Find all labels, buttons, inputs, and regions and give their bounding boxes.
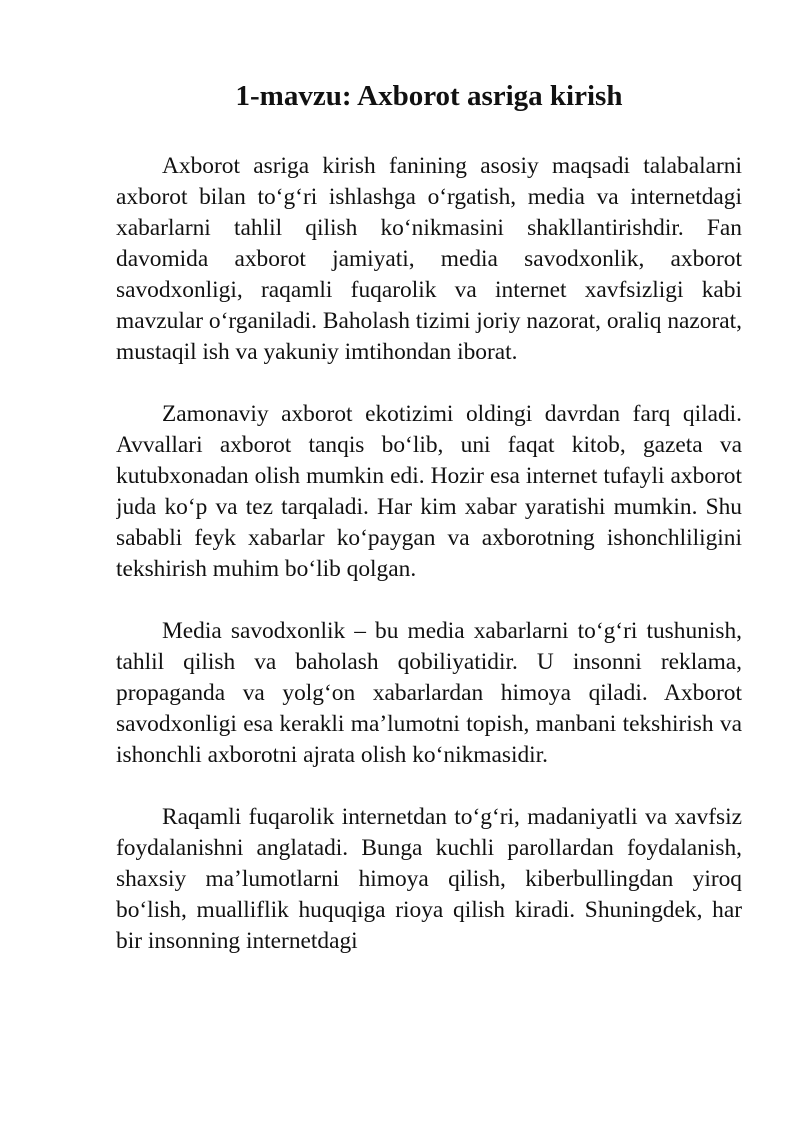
document-page — [116, 0, 742, 1131]
paragraph-course-goal: Axborot asriga kirish fanining asosiy maqsadi talabalarni axborot bilan to‘g‘ri ishlashga o‘rgatish, media va internetdagi xabarlarni tahlil qilish ko‘nikmasini shakllantirishdir. Fan davomida axborot jamiyati, media savodxonlik, axborot savodxonligi, raqamli fuqarolik va internet xavfsizligi kabi mavzular o‘rganiladi. Baholash tizimi joriy nazorat, oraliq nazorat, mustaqil ish va yakuniy imtihondan iborat. — [116, 153, 742, 365]
paragraph-information-ecosystem: Zamonaviy axborot ekotizimi oldingi davrdan farq qiladi. Avvallari axborot tanqis bo‘lib, uni faqat kitob, gazeta va kutubxonadan olish mumkin edi. Hozir esa internet tufayli axborot juda ko‘p va tez tarqaladi. Har kim xabar yaratishi mumkin. Shu sababli feyk xabarlar ko‘paygan va axborotning ishonchliligini tekshirish muhim bo‘lib qolgan. — [116, 401, 742, 582]
paragraph-digital-citizenship: Raqamli fuqarolik internetdan to‘g‘ri, madaniyatli va xavfsiz foydalanishni anglatadi. Bunga kuchli parollardan foydalanish, shaxsiy ma’lumotlarni himoya qilish, kiberbullingdan yiroq bo‘lish, mualliflik huquqiga rioya qilish kiradi. Shuningdek, har bir insonning internetdagi — [116, 804, 742, 954]
paragraph-media-literacy: Media savodxonlik – bu media xabarlarni to‘g‘ri tushunish, tahlil qilish va baholash qobiliyatidir. U insonni reklama, propaganda va yolg‘on xabarlardan himoya qiladi. Axborot savodxonligi esa kerakli ma’lumotni topish, manbani tekshirish va ishonchli axborotni ajrata olish ko‘nikmasidir. — [116, 618, 742, 768]
page-title: 1-mavzu: Axborot asriga kirish — [235, 80, 623, 112]
